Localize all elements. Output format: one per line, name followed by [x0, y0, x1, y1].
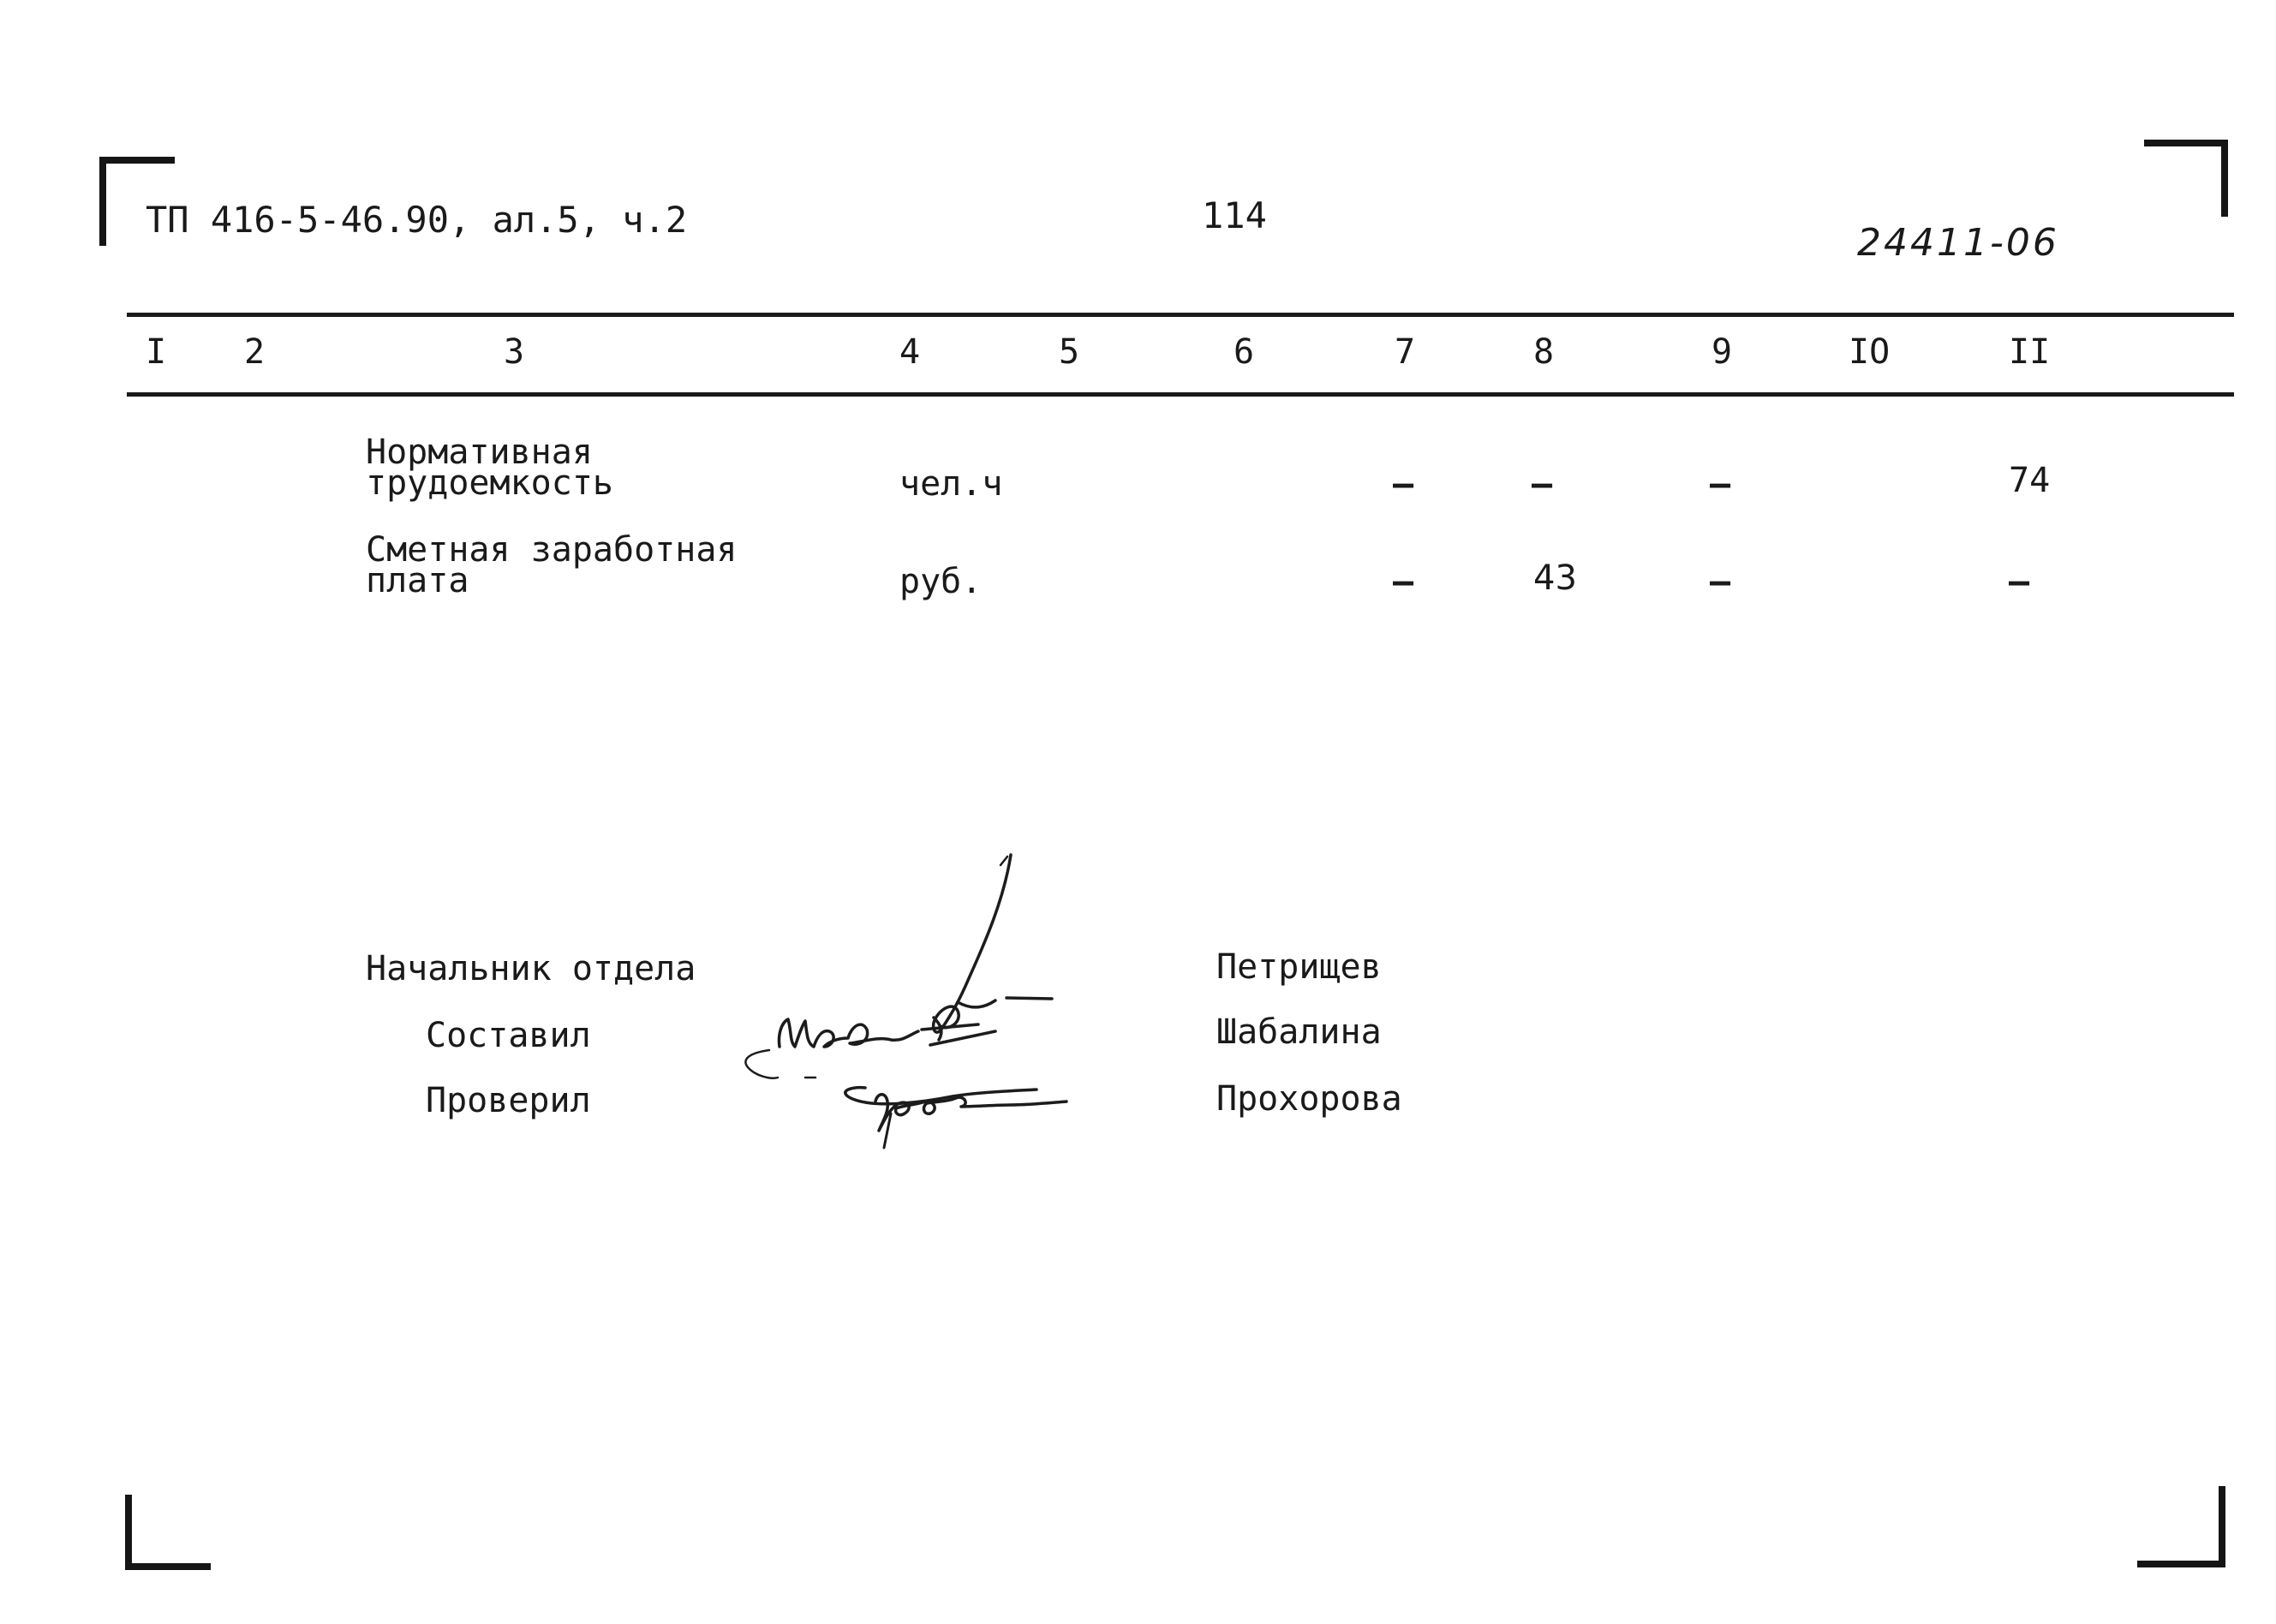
corner-mark-bottom-right: [2137, 1561, 2225, 1567]
cell-col-9: –: [1710, 562, 1731, 601]
signature-role: Составил: [426, 1016, 591, 1055]
cell-col-11: 74: [2009, 461, 2051, 500]
column-header: IO: [1849, 332, 1891, 372]
row-name-line: плата: [366, 561, 469, 600]
column-header: 7: [1395, 332, 1416, 372]
column-header: 8: [1533, 332, 1555, 372]
column-header: 9: [1711, 332, 1733, 372]
signature-role: Проверил: [426, 1081, 591, 1120]
signature-name: Шабалина: [1216, 1012, 1382, 1052]
cell-col-7: –: [1393, 464, 1414, 504]
column-header: 4: [899, 332, 921, 372]
corner-mark-bottom-right: [2219, 1486, 2225, 1567]
row-unit: чел.ч: [899, 464, 1003, 504]
cell-col-11: –: [2009, 562, 2030, 601]
cell-col-7: –: [1393, 562, 1414, 601]
column-header: II: [2009, 332, 2051, 372]
table-header-rule: [127, 392, 2234, 397]
column-header: 3: [504, 332, 525, 372]
corner-mark-top-left: [99, 157, 175, 164]
column-header: I: [146, 332, 167, 372]
corner-mark-top-right: [2144, 140, 2228, 146]
row-unit: руб.: [899, 562, 983, 601]
signature-shabalina: [779, 1019, 918, 1047]
table-top-rule: [127, 313, 2234, 317]
corner-mark-top-left: [99, 157, 106, 246]
corner-mark-bottom-left: [125, 1495, 132, 1570]
column-header: 2: [244, 332, 266, 372]
archive-number: 24411-06: [1857, 221, 2059, 265]
column-header: 6: [1234, 332, 1255, 372]
document-reference: ТП 416-5-46.90, ал.5, ч.2: [146, 199, 688, 241]
row-name-line: Сметная заработная: [366, 530, 738, 570]
cell-col-9: –: [1710, 464, 1731, 504]
signature-name: Петрищев: [1216, 947, 1382, 987]
corner-mark-top-right: [2221, 140, 2228, 217]
column-header: 5: [1059, 332, 1080, 372]
cell-col-8: –: [1532, 464, 1553, 504]
row-name-line: трудоемкость: [366, 463, 613, 503]
corner-mark-bottom-left: [125, 1563, 211, 1570]
page-number: 114: [1202, 194, 1267, 236]
signature-name: Прохорова: [1216, 1079, 1402, 1119]
row-name-line: Нормативная: [366, 433, 593, 472]
cell-col-8: 43: [1533, 558, 1577, 598]
signature-role: Начальник отдела: [366, 949, 696, 988]
handwritten-signatures: [728, 848, 1105, 1165]
